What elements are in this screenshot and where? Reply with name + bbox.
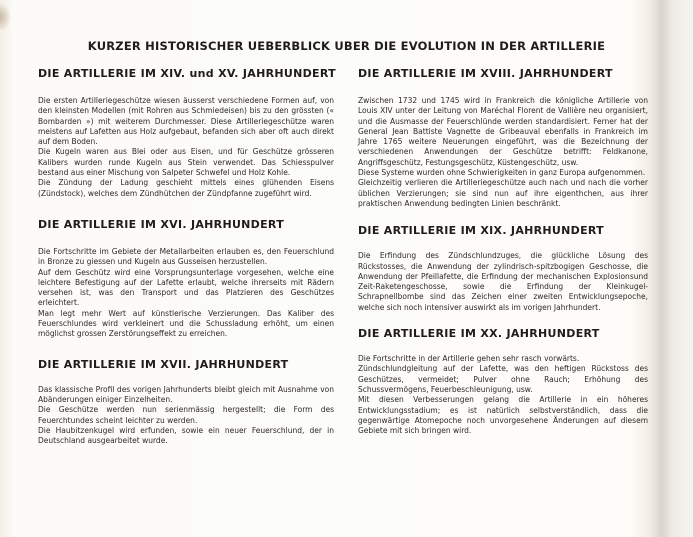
right-column [358,67,648,436]
paragraph: Die Geschütze werden nun serienmässig hergestellt; die Form des Feuerchtundes scheint leichter zu werden. [38,405,334,425]
paragraph: Die Kugeln waren aus Blei oder aus Eisen, und für Geschütze grösseren Kalibers wurden runde Kugeln aus Stein verwendet. Das Schiesspulver bestand aus einer Mischung von Salpeter Schwefel und Holz Kohle. [38,147,334,178]
paragraph: Zwischen 1732 und 1745 wird in Frankreich die königliche Artillerie von Louis XIV unter der Leitung von Maréchal Florent de Vallière neu organisiert, und die Ausmasse der Feuerschlünde werden standardisiert. Ferner hat der General Jean Battiste Vagnette de Gribeauval ebenfalls in Frankreich im Jahre 1765 weitere Neuerungen eingeführt, was die Bezeichnung der verschiedenen Anwendungen der Geschütze betrifft: Feldkanone, Angriffsgeschütz, Festungsgeschütz, Küstengeschütz, usw. [358,96,648,167]
paragraph: Diese Systeme wurden ohne Schwierigkeiten in ganz Europa aufgenommen. [358,168,646,178]
paragraph: Die ersten Artilleriegeschütze wiesen äusserst verschiedene Formen auf, von den kleinsten Modellen (mit Rohren aus Schmiedeisen) bis zu den grössten (« Bombarden ») mit weiterem Durchmesser. Diese Artilleriegeschütze waren meistens auf Lafetten aus Holz aufgebaut, befanden sich aber oft auch direkt auf dem Boden. [38,96,334,147]
left-column [38,67,334,446]
paragraph: Gleichzeitig verlieren die Artilleriegeschütze auch nach und nach die vorher üblichen Verzierungen; sie sind nun auf ihre eigenthchen, aus ihrer praktischen Anwendung bedingten Linien beschränkt. [358,178,648,208]
paragraph: Die Fortschritte in der Artillerie gehen sehr rasch vorwärts. [358,354,580,364]
paragraph: Die Fortschritte im Gebiete der Metallarbeiten erlauben es, den Feuerschlund in Bronze zu giessen und Kugeln aus Gusseisen herzustellen. [38,246,334,267]
page-title: KURZER HISTORISCHER UEBERBLICK UBER DIE EVOLUTION IN DER ARTILLERIE [87,39,606,53]
section-heading-xiv-xv: DIE ARTILLERIE IM XIV. und XV. JAHRHUNDERT [38,67,336,80]
section-heading-xx: DIE ARTILLERIE IM XX. JAHRHUNDERT [358,327,600,341]
paragraph: Auf dem Geschütz wird eine Vorsprungsunterlage vorgesehen, welche eine leichtere Befestigung auf der Lafette erlaubt, welche ihrerseits mit Rädern versehen ist, was den Transport und das Platzieren des Geschützes erleichtert. [38,267,334,308]
section-body-xx [358,354,648,436]
paragraph: Zündschlundgleitung auf der Lafette, was den heftigen Rückstoss des Geschützes, vermeidet; Pulver ohne Rauch; Erhöhung des Schussvermögens, Feuerbeschleunigung, usw. [358,364,648,394]
section-heading-xvi: DIE ARTILLERIE IM XVI. JAHRHUNDERT [38,217,285,231]
paragraph: Das klassische Profil des vorigen Jahrhunderts bleibt gleich mit Ausnahme von Abänderungen einiger Einzelheiten. [38,384,334,404]
section-heading-xvii: DIE ARTILLERIE IM XVII. JAHRHUNDERT [38,357,289,371]
section-body-xix [358,251,648,313]
section-body-xviii [358,96,648,209]
section-body-xvi [38,247,334,340]
paragraph: Mit diesen Verbesserungen gelang die Artillerie in ein höheres Entwicklungsstadium; es ist natürlich selbstverständlich, dass die gegenwärtige Atomepoche noch unvorgesehene Änderungen auf diesem Gebiete mit sich bringen wird. [358,395,648,436]
section-heading-xviii: DIE ARTILLERIE IM XVIII. JAHRHUNDERT [358,67,613,80]
section-body-xvii [38,385,334,447]
paragraph: Man legt mehr Wert auf künstlerische Verzierungen. Das Kaliber des Feuerschlundes wird verkleinert und die Schussladung erhöht, um einen möglichst grossen Zerstörungseffekt zu erreichen. [38,308,334,339]
paragraph: Die Erfindung des Zündschlundzuges, die glückliche Lösung des Rückstosses, die Anwendung der zylindrisch-spitzbogigen Geschosse, die Anwendung der Pfeillafette, die Erfindung der mechanischen Explosionsund Zeit-Raketengeschosse, sowie die Erfindung der Kleinkugel-Schrapnellbombe sind das Zeichen einer zweiten Entwicklungsepoche, welche sich noch intensiver auswirkt als im vorigen Jahrhundert. [358,251,648,312]
paper-smudge [0,4,10,30]
section-heading-xix: DIE ARTILLERIE IM XIX. JAHRHUNDERT [358,224,604,238]
section-body-xiv-xv [38,96,334,199]
paragraph: Die Zündung der Ladung geschieht mittels eines glühenden Eisens (Zündstock), welches dem Zündhütchen der Zündpfanne zugeführt wird. [38,178,334,198]
paragraph: Die Haubitzenkugel wird erfunden, sowie ein neuer Feuerschlund, der in Deutschland ausgearbeitet wurde. [38,425,334,446]
